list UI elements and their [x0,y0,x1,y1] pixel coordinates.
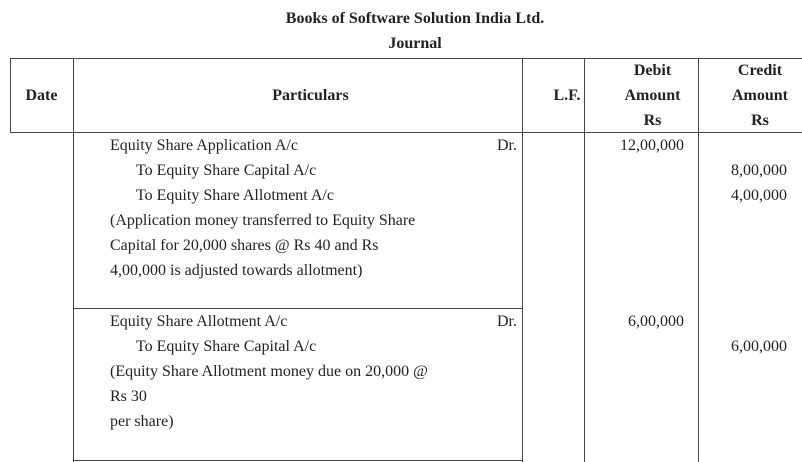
dr-label: Dr. [497,137,517,154]
credit-amount: 8,00,000 [731,162,787,179]
header-date: Date [25,87,58,104]
debit-account: Equity Share Application A/c [110,137,298,154]
debit-amount: 12,00,000 [620,137,684,154]
date-column-divider [73,58,74,462]
credit-account: To Equity Share Capital A/c [136,162,317,179]
credit-amount: 4,00,000 [731,187,787,204]
header-particulars: Particulars [272,87,349,104]
credit-account: To Equity Share Capital A/c [136,338,317,355]
narration-line: 4,00,000 is adjusted towards allotment) [110,262,363,279]
document-title: Books of Software Solution India Ltd. [285,10,545,27]
document-subtitle: Journal [388,35,442,52]
debit-account: Equity Share Allotment A/c [110,313,288,330]
header-debit-line: Debit [633,62,672,79]
dr-label: Dr. [497,313,517,330]
entry-separator [73,308,523,309]
narration-line: Capital for 20,000 shares @ Rs 40 and Rs [110,237,379,254]
header-credit-line: Credit [737,62,783,79]
narration-line: per share) [110,413,174,430]
header-debit-line: Rs [643,112,662,129]
particulars-column-divider [522,58,523,462]
header-credit-line: Rs [751,112,769,129]
header-credit-line: Amount [731,87,788,104]
narration-line: Rs 30 [110,388,147,405]
credit-amount: 6,00,000 [731,338,787,355]
header-debit-line: Amount [624,87,681,104]
credit-account: To Equity Share Allotment A/c [136,187,334,204]
narration-line: (Application money transferred to Equity Share [110,212,416,229]
header-credit-amount [699,58,802,133]
entry-bottom-border [73,460,523,461]
debit-amount: 6,00,000 [628,313,684,330]
header-lf: L.F. [553,87,581,104]
narration-line: (Equity Share Allotment money due on 20,000 @ [110,363,428,380]
